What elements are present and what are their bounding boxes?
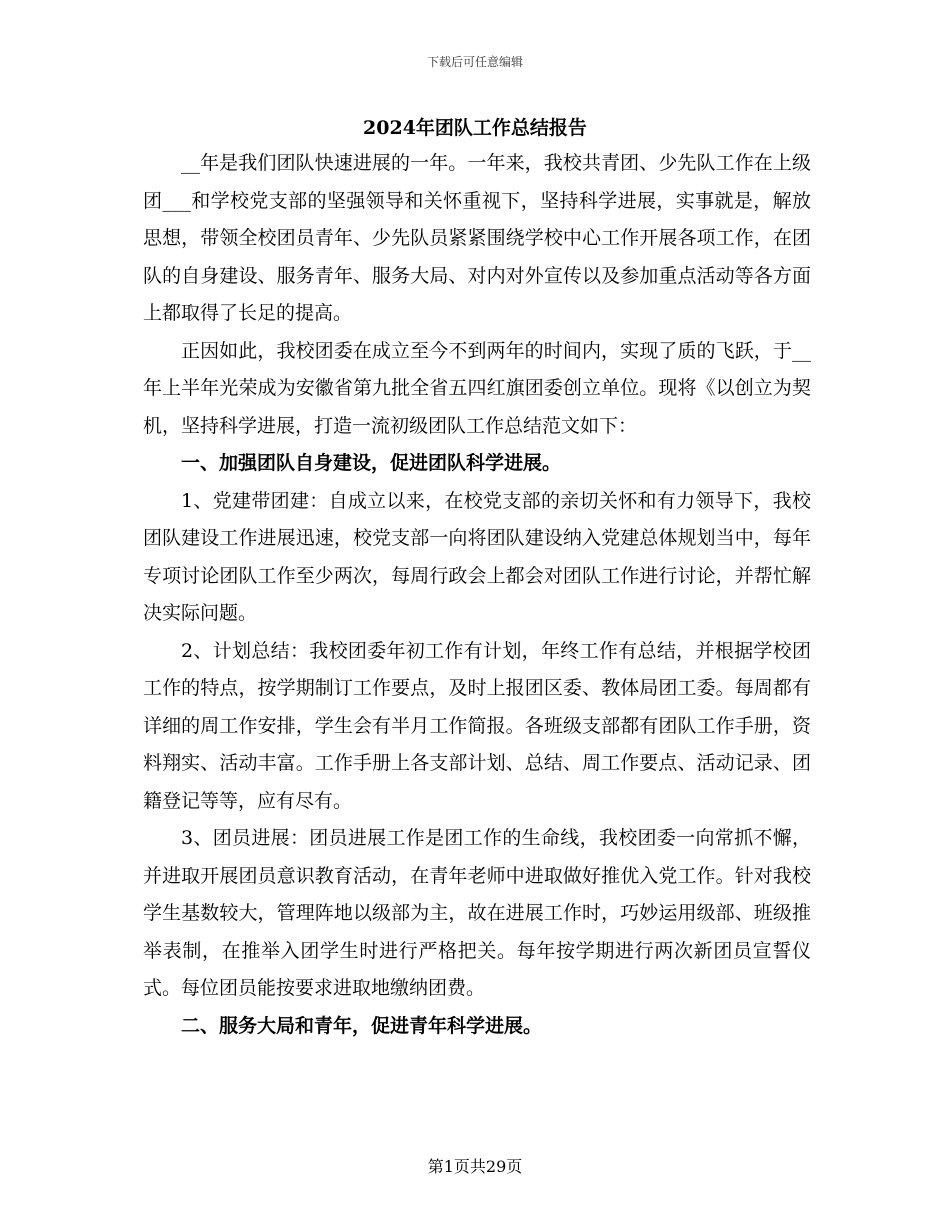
paragraph-achievement: 正因如此，我校团委在成立至今不到两年的时间内，实现了质的飞跃，于__年上半年光荣成为安徽省第九批全省五四红旗团委创立单位。现将《以创立为契机，坚持科学进展，打造一流初级团队工作总结范文如下： xyxy=(143,339,811,437)
document-body xyxy=(143,145,811,1045)
section-heading-1: 一、加强团队自身建设，促进团队科学进展。 xyxy=(181,452,562,474)
section-heading-2: 二、服务大局和青年，促进青年科学进展。 xyxy=(181,1014,543,1037)
document-title: 2024年团队工作总结报告 xyxy=(363,117,587,139)
paragraph-member-development: 3、团员进展：团员进展工作是团工作的生命线，我校团委一向常抓不懈，并进取开展团员意识教育活动，在青年老师中进取做好推优入党工作。针对我校学生基数较大，管理阵地以级部为主，故在进展工作时，巧妙运用级部、班级推举表制，在推举入团学生时进行严格把关。每年按学期进行两次新团员宣誓仪式。每位团员能按要求进取地缴纳团费。 xyxy=(143,827,811,999)
page-header-note: 下载后可任意编辑 xyxy=(426,55,523,69)
page-number: 第1页共29页 xyxy=(427,1157,523,1176)
paragraph-party-building: 1、党建带团建：自成立以来，在校党支部的亲切关怀和有力领导下，我校团队建设工作进展迅速，校党支部一向将团队建设纳入党建总体规划当中，每年专项讨论团队工作至少两次，每周行政会上都会对团队工作进行讨论，并帮忙解决实际问题。 xyxy=(143,489,811,624)
paragraph-planning-summary: 2、计划总结：我校团委年初工作有计划，年终工作有总结，并根据学校团工作的特点，按学期制订工作要点，及时上报团区委、教体局团工委。每周都有详细的周工作安排，学生会有半月工作简报。各班级支部都有团队工作手册，资料翔实、活动丰富。工作手册上各支部计划、总结、周工作要点、活动记录、团籍登记等等，应有尽有。 xyxy=(143,639,811,812)
paragraph-intro: __年是我们团队快速进展的一年。一年来，我校共青团、少先队工作在上级团___和学校党支部的坚强领导和关怀重视下，坚持科学进展，实事就是，解放思想，带领全校团员青年、少先队员紧紧围绕学校中心工作开展各项工作，在团队的自身建设、服务青年、服务大局、对内对外宣传以及参加重点活动等各方面上都取得了长足的提高。 xyxy=(143,152,811,324)
